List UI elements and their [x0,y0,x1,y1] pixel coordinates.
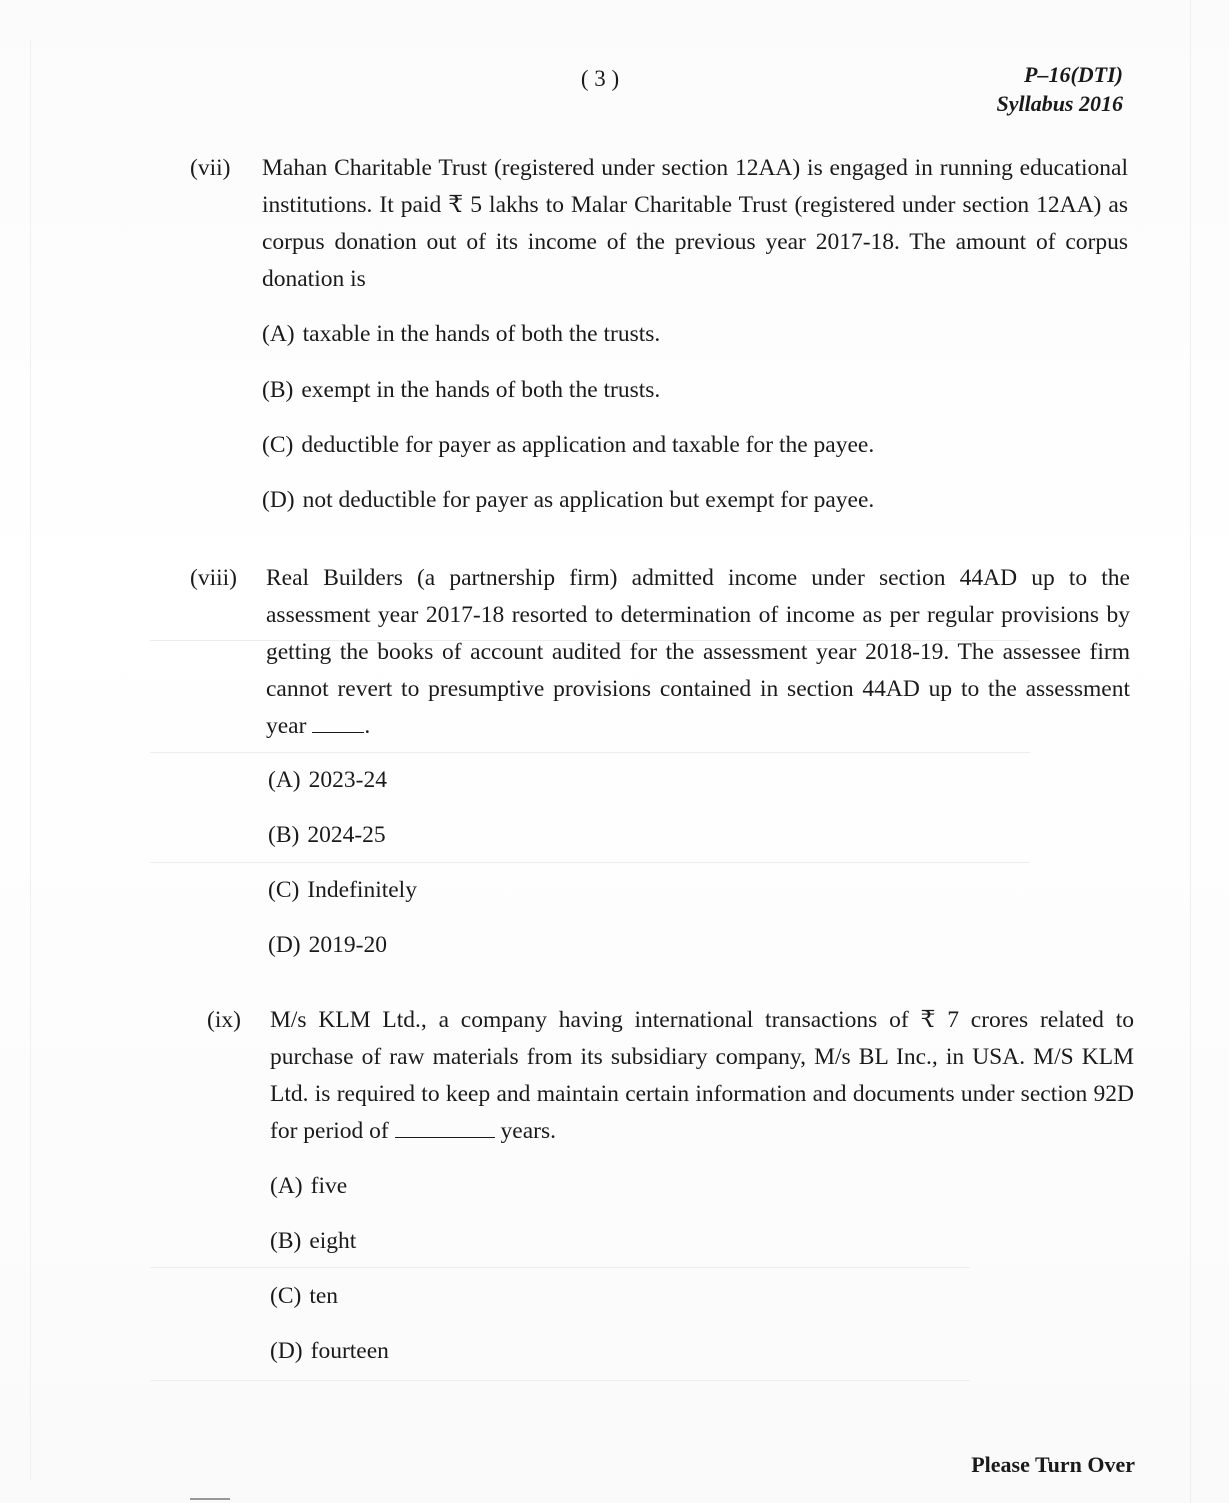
option-label: (B) [270,1228,302,1254]
option-label: (C) [268,877,300,903]
answer-blank [395,1119,495,1138]
scan-edge-right [1190,0,1191,1503]
option-c[interactable] [262,432,874,459]
question-text [270,1002,1134,1150]
option-text: five [310,1173,348,1199]
option-label: (A) [268,767,301,793]
option-c[interactable] [268,877,417,904]
option-a[interactable] [262,321,660,348]
paper-code: P–16(DTI) [1024,62,1123,87]
option-d[interactable] [268,932,387,959]
option-text: 2019-20 [308,932,387,958]
option-label: (B) [262,377,294,403]
option-label: (C) [270,1283,302,1309]
paper-header [996,60,1123,118]
question-body: M/s KLM Ltd., a company having international transactions of ₹ 7 crores related to purchase of raw materials from its subsidiary company, M/s BL Inc., in USA. M/S KLM Ltd. is required to keep and maintain certain information and documents under section 92D for period of [270,1007,1134,1144]
question-end: . [364,713,371,739]
option-b[interactable] [262,377,660,404]
option-label: (C) [262,432,294,458]
question-number: (viii) [190,565,237,591]
syllabus-label: Syllabus 2016 [996,91,1123,116]
please-turn-over: Please Turn Over [971,1452,1135,1477]
option-text: deductible for payer as application and taxable for the payee. [301,432,875,458]
option-text: fourteen [310,1338,389,1364]
option-d[interactable] [262,487,874,514]
option-label: (A) [262,321,295,347]
scan-edge-bottom [190,1498,230,1500]
option-label: (D) [270,1338,303,1364]
option-label: (B) [268,822,300,848]
option-text: Indefinitely [307,877,417,903]
option-text: exempt in the hands of both the trusts. [301,377,661,403]
option-text: eight [309,1228,357,1254]
option-text: 2024-25 [307,822,386,848]
option-label: (D) [268,932,301,958]
option-label: (D) [262,487,295,513]
option-text: ten [309,1283,339,1309]
option-text: 2023-24 [308,767,387,793]
question-text: Mahan Charitable Trust (registered under section 12AA) is engaged in running educational institutions. It paid ₹ 5 lakhs to Malar Charitable Trust (registered under section 12AA) as corpus donation out of its income of the previous year 2017-18. The amount of corpus donation is [262,155,1128,292]
option-b[interactable] [270,1228,356,1255]
option-label: (A) [270,1173,303,1199]
question-number: (vii) [190,155,231,181]
option-c[interactable] [270,1283,338,1310]
question-body: Real Builders (a partnership firm) admitted income under section 44AD up to the assessment year 2017-18 resorted to determination of income as per regular provisions by getting the books of account audited for the assessment year 2018-19. The assessee firm cannot revert to presumptive provisions contained in section 44AD up to the assessment year [266,565,1130,739]
option-text: not deductible for payer as application but exempt for payee. [302,487,875,513]
answer-blank [312,714,364,733]
option-a[interactable] [270,1173,347,1200]
option-d[interactable] [270,1338,389,1365]
option-b[interactable] [268,822,386,849]
page-number: ( 3 ) [580,66,620,91]
option-text: taxable in the hands of both the trusts. [302,321,661,347]
scan-edge-left [30,40,31,1480]
option-a[interactable] [268,767,387,794]
question-text [266,560,1130,745]
question-number: (ix) [207,1007,241,1033]
question-end: years. [500,1118,556,1144]
